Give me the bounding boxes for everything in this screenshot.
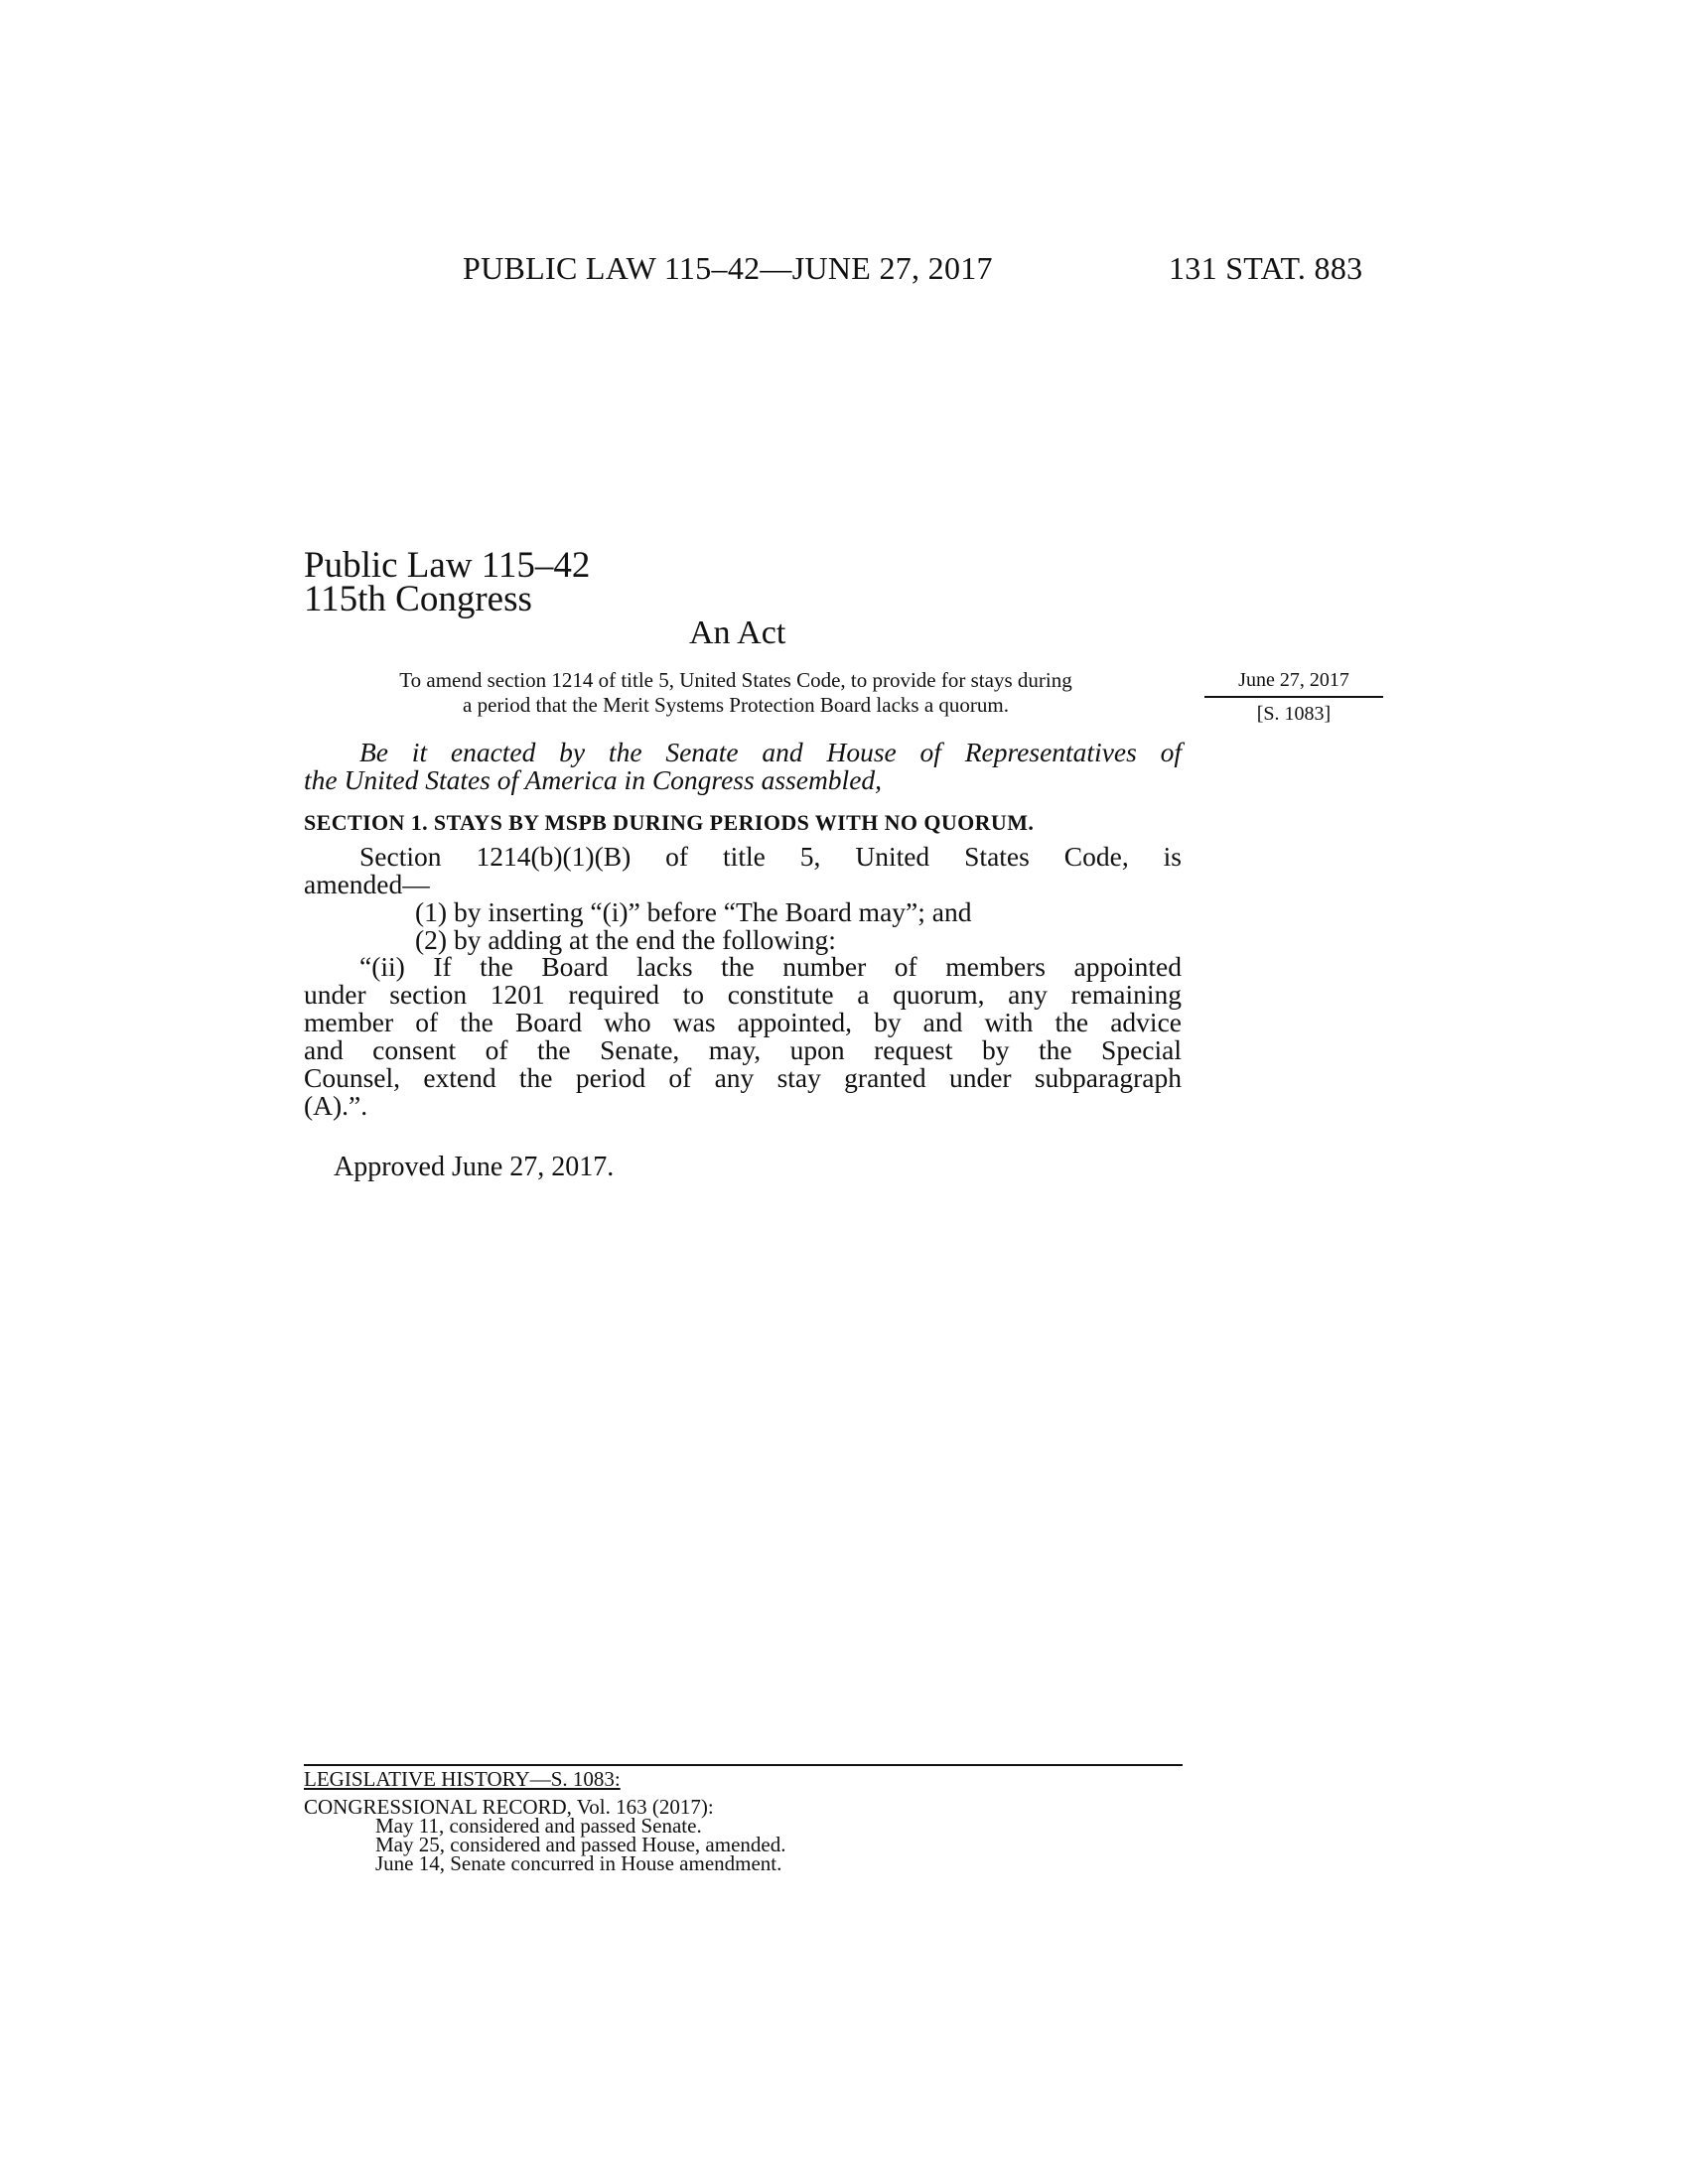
footer-rule xyxy=(304,1764,1183,1766)
paragraph-2: (2) by adding at the end the following: xyxy=(415,924,836,955)
legislative-history-title: LEGISLATIVE HISTORY—S. 1083: xyxy=(304,1767,621,1791)
enacting-clause xyxy=(304,739,1182,794)
long-title-line: To amend section 1214 of title 5, United States Code, to provide for stays during xyxy=(399,668,1072,692)
legislative-history xyxy=(304,1767,1183,1875)
quoted-line: (A).”. xyxy=(304,1090,368,1121)
history-item: May 25, considered and passed House, amended. xyxy=(375,1833,786,1856)
quoted-line: and consent of the Senate, may, upon request by the Special xyxy=(304,1034,1182,1065)
public-law-number: Public Law 115–42 xyxy=(304,545,591,586)
running-header-title: PUBLIC LAW 115–42—JUNE 27, 2017 xyxy=(463,250,993,286)
margin-note-bill-number: [S. 1083] xyxy=(1256,703,1332,725)
quoted-amendment xyxy=(304,953,1182,1120)
section-body xyxy=(304,843,1182,954)
quoted-line: member of the Board who was appointed, by and with the advice xyxy=(304,1007,1182,1037)
margin-note-date: June 27, 2017 xyxy=(1204,668,1383,698)
margin-note xyxy=(1204,668,1383,727)
statute-page-number: 131 STAT. 883 xyxy=(1169,250,1363,286)
congress-number: 115th Congress xyxy=(304,579,532,619)
quoted-line: under section 1201 required to constitute a quorum, any remaining xyxy=(304,979,1182,1010)
quoted-line: “(ii) If the Board lacks the number of members appointed xyxy=(359,951,1182,982)
approval-date: Approved June 27, 2017. xyxy=(334,1152,615,1182)
amend-line: amended— xyxy=(304,869,430,899)
long-title xyxy=(304,668,1168,718)
quoted-line: Counsel, extend the period of any stay granted under subparagraph xyxy=(304,1062,1182,1093)
history-item: May 11, considered and passed Senate. xyxy=(375,1814,702,1838)
amend-line: Section 1214(b)(1)(B) of title 5, United States Code, is xyxy=(359,841,1182,872)
enacting-clause-line: Be it enacted by the Senate and House of Representatives of xyxy=(359,737,1182,767)
section-heading: SECTION 1. STAYS BY MSPB DURING PERIODS WITH NO QUORUM. xyxy=(304,810,1035,835)
congressional-record: CONGRESSIONAL RECORD, Vol. 163 (2017): xyxy=(304,1795,714,1819)
enacting-clause-line: the United States of America in Congress assembled, xyxy=(304,764,883,795)
history-item: June 14, Senate concurred in House amendment. xyxy=(375,1851,782,1875)
long-title-line: a period that the Merit Systems Protection Board lacks a quorum. xyxy=(463,693,1009,717)
paragraph-1: (1) by inserting “(i)” before “The Board may”; and xyxy=(415,896,972,927)
an-act-heading: An Act xyxy=(689,614,786,651)
